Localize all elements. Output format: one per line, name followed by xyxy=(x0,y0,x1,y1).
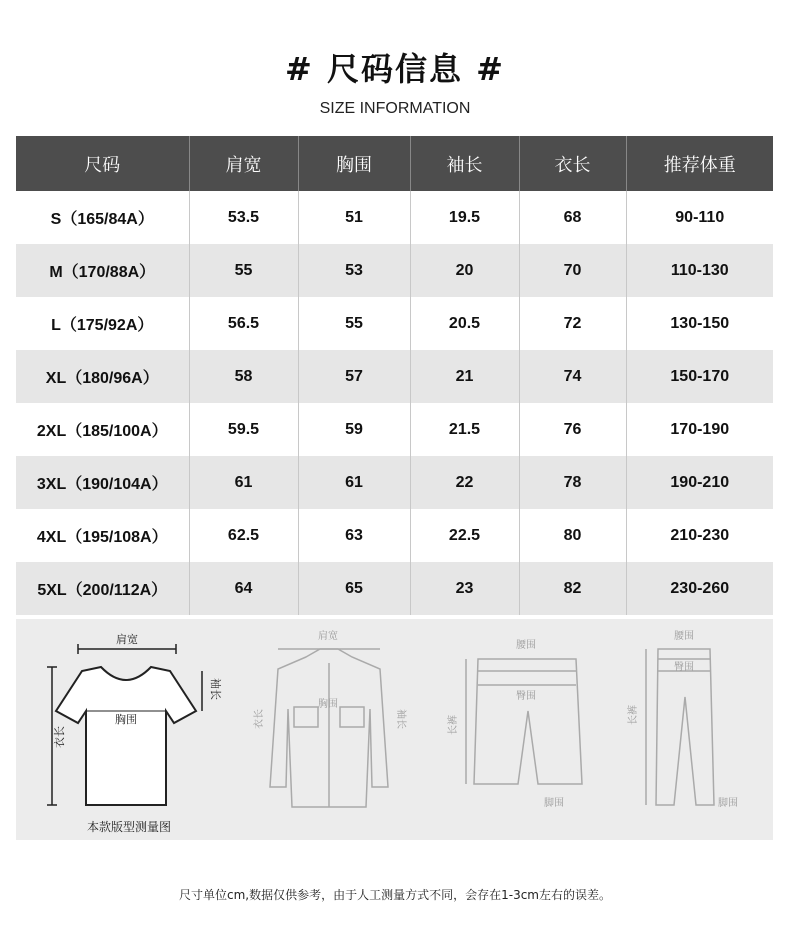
table-row xyxy=(16,456,773,509)
column-header: 袖长 xyxy=(410,136,519,191)
pants-length-label: 长裤 xyxy=(628,705,639,725)
table-cell: 5XL（200/112A） xyxy=(16,562,189,615)
table-cell: 61 xyxy=(298,456,410,509)
table-cell: 68 xyxy=(519,191,626,244)
table-cell: 53.5 xyxy=(189,191,298,244)
tshirt-outline xyxy=(56,667,196,805)
shorts-length-label: 长裤 xyxy=(448,715,459,735)
table-row xyxy=(16,244,773,297)
table-cell: 62.5 xyxy=(189,509,298,562)
table-cell: 130-150 xyxy=(626,297,773,350)
table-cell: 55 xyxy=(298,297,410,350)
table-cell: 61 xyxy=(189,456,298,509)
table-cell: 64 xyxy=(189,562,298,615)
table-cell: 55 xyxy=(189,244,298,297)
tshirt-diagram xyxy=(56,667,196,805)
table-cell: 78 xyxy=(519,456,626,509)
table-cell: L（175/92A） xyxy=(16,297,189,350)
tshirt-chest-label: 胸围 xyxy=(115,713,137,726)
shirt-diagram xyxy=(270,649,388,807)
pants-waist-label: 腰围 xyxy=(674,631,694,642)
page-subtitle: SIZE INFORMATION xyxy=(319,100,471,117)
table-cell: 72 xyxy=(519,297,626,350)
tshirt-sleeve-label: 袖长 xyxy=(209,678,222,700)
footnote: 尺寸单位cm,数据仅供参考，由于人工测量方式不同，会存在1-3cm左右的误差。 xyxy=(179,888,611,902)
column-header: 胸围 xyxy=(298,136,410,191)
table-cell: 80 xyxy=(519,509,626,562)
table-cell: 22.5 xyxy=(410,509,519,562)
tshirt-length-label: 衣长 xyxy=(53,726,66,748)
table-cell: 59.5 xyxy=(189,403,298,456)
shorts-waist-label: 腰围 xyxy=(516,640,536,651)
table-cell: 22 xyxy=(410,456,519,509)
table-cell: 210-230 xyxy=(626,509,773,562)
measurement-diagrams xyxy=(16,619,773,840)
table-cell: 2XL（185/100A） xyxy=(16,403,189,456)
page-title: # 尺码信息 # xyxy=(285,50,505,88)
column-header: 衣长 xyxy=(519,136,626,191)
table-cell: 58 xyxy=(189,350,298,403)
table-cell: 56.5 xyxy=(189,297,298,350)
shirt-length-label: 衣长 xyxy=(254,709,265,729)
table-cell: 21 xyxy=(410,350,519,403)
table-cell: 20 xyxy=(410,244,519,297)
column-header: 肩宽 xyxy=(189,136,298,191)
table-cell: 82 xyxy=(519,562,626,615)
column-header: 尺码 xyxy=(16,136,189,191)
shirt-chest-label: 胸围 xyxy=(318,699,338,710)
table-cell: 53 xyxy=(298,244,410,297)
table-cell: 230-260 xyxy=(626,562,773,615)
table-row xyxy=(16,191,773,244)
table-cell: 51 xyxy=(298,191,410,244)
table-cell: 65 xyxy=(298,562,410,615)
size-table xyxy=(16,136,773,615)
table-row xyxy=(16,562,773,615)
table-cell: 59 xyxy=(298,403,410,456)
table-cell: 21.5 xyxy=(410,403,519,456)
shirt-sleeve-label: 袖长 xyxy=(395,709,406,729)
shorts-hip-label: 臀围 xyxy=(516,691,536,702)
table-cell: 57 xyxy=(298,350,410,403)
table-cell: 70 xyxy=(519,244,626,297)
column-header: 推荐体重 xyxy=(626,136,773,191)
table-row xyxy=(16,350,773,403)
pants-hip-label: 臀围 xyxy=(674,662,694,673)
table-row xyxy=(16,509,773,562)
table-row xyxy=(16,403,773,456)
table-cell: 3XL（190/104A） xyxy=(16,456,189,509)
shirt-shoulder-label: 肩宽 xyxy=(318,631,338,642)
table-cell: 20.5 xyxy=(410,297,519,350)
table-cell: 110-130 xyxy=(626,244,773,297)
table-cell: 23 xyxy=(410,562,519,615)
table-cell: 74 xyxy=(519,350,626,403)
tshirt-caption: 本款版型测量图 xyxy=(86,820,172,834)
pants-hem-label: 脚围 xyxy=(718,798,738,809)
table-cell: 170-190 xyxy=(626,403,773,456)
shorts-outline xyxy=(474,659,582,784)
table-cell: 190-210 xyxy=(626,456,773,509)
tshirt-shoulder-label: 肩宽 xyxy=(116,633,138,646)
table-header-row xyxy=(16,136,773,191)
table-body xyxy=(16,191,773,615)
table-cell: 19.5 xyxy=(410,191,519,244)
shorts-diagram xyxy=(466,659,582,784)
table-cell: M（170/88A） xyxy=(16,244,189,297)
table-cell: 63 xyxy=(298,509,410,562)
table-row xyxy=(16,297,773,350)
shorts-hem-label: 脚围 xyxy=(544,798,564,809)
measurement-diagram-panel xyxy=(16,619,773,840)
table-cell: 90-110 xyxy=(626,191,773,244)
table-cell: 4XL（195/108A） xyxy=(16,509,189,562)
table-cell: 150-170 xyxy=(626,350,773,403)
table-cell: 76 xyxy=(519,403,626,456)
table-cell: S（165/84A） xyxy=(16,191,189,244)
table-cell: XL（180/96A） xyxy=(16,350,189,403)
